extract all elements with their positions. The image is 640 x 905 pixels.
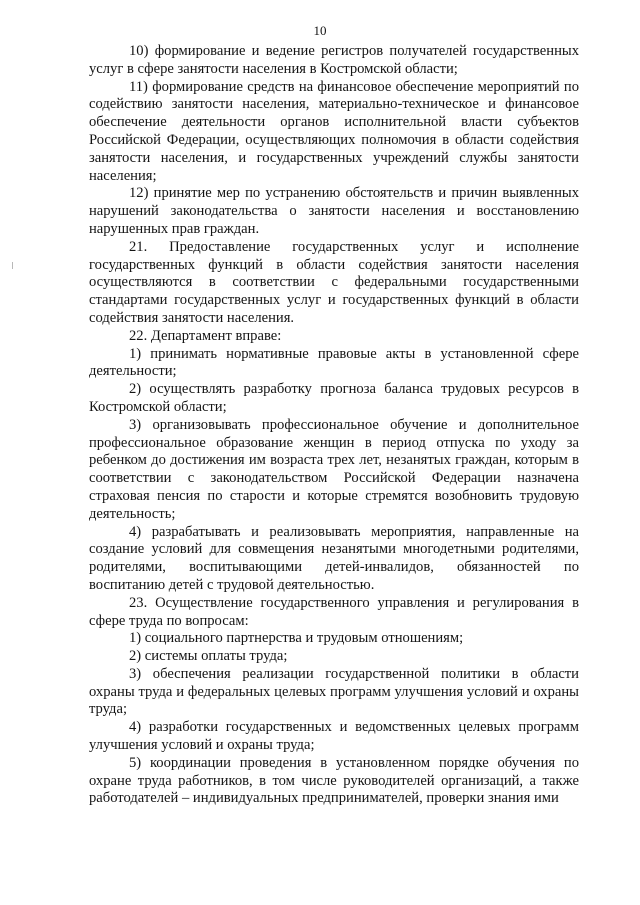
document-body — [89, 43, 579, 808]
paragraph-item-23-4: 4) разработки государственных и ведомственных целевых программ улучшения условий и охраны труда; — [89, 719, 579, 754]
paragraph-item-12-violations: 12) принятие мер по устранению обстоятельств и причин выявленных нарушений законодательства о занятости населения и восстановлению нарушенных прав граждан. — [89, 185, 579, 237]
paragraph-section-22-heading: 22. Департамент вправе: — [129, 327, 282, 344]
paragraph-item-22-3: 3) организовывать профессиональное обучение и дополнительное профессиональное образование женщин в период отпуска по уходу за ребенком до достижения им возраста трех лет, незанятых граждан, которым в соответствии с законодательством Российской Федерации назначена страховая пенсия по старости и которые стремятся возобновить трудовую деятельность; — [89, 416, 579, 522]
paragraph-item-23-5: 5) координации проведения в установленном порядке обучения по охране труда работников, в том числе руководителей организаций, а также работодателей – индивидуальных предпринимателей, проверки знания ими — [89, 754, 579, 807]
paragraph-item-23-3: 3) обеспечения реализации государственной политики в области охраны труда и федеральных целевых программ улучшения условий и охраны труда; — [89, 665, 579, 718]
margin-mark — [12, 262, 13, 269]
paragraph-item-11-funding: 11) формирование средств на финансовое обеспечение мероприятий по содействию занятости населения, материально-техническое и финансовое обеспечение деятельности органов исполнительной власти субъектов Российской Федерации, осуществляющих полномочия в области содействия занятости населения, и государственных учреждений службы занятости населения; — [89, 78, 579, 184]
paragraph-item-22-2: 2) осуществлять разработку прогноза баланса трудовых ресурсов в Костромской области; — [89, 381, 579, 415]
paragraph-item-23-1: 1) социального партнерства и трудовым отношениям; — [129, 630, 464, 647]
paragraph-item-23-2: 2) системы оплаты труда; — [129, 648, 288, 665]
paragraph-item-10-registers: 10) формирование и ведение регистров получателей государственных услуг в сфере занятости населения в Костромской области; — [89, 43, 579, 77]
paragraph-section-21: 21. Предоставление государственных услуг и исполнение государственных функций в области содействия занятости населения осуществляются в соответствии с федеральными государственными стандартами государственных услуг и государственных функций в области содействия занятости населения. — [89, 238, 579, 326]
page-number: 10 — [313, 23, 327, 38]
paragraph-section-23-heading: 23. Осуществление государственного управления и регулирования в сфере труда по вопросам: — [89, 594, 579, 629]
paragraph-item-22-4: 4) разрабатывать и реализовывать мероприятия, направленные на создание условий для совмещения незанятыми многодетными родителями, родителями, воспитывающими детей-инвалидов, обязанностей по воспитанию детей с трудовой деятельностью. — [89, 523, 579, 593]
paragraph-item-22-1: 1) принимать нормативные правовые акты в установленной сфере деятельности; — [89, 345, 579, 380]
